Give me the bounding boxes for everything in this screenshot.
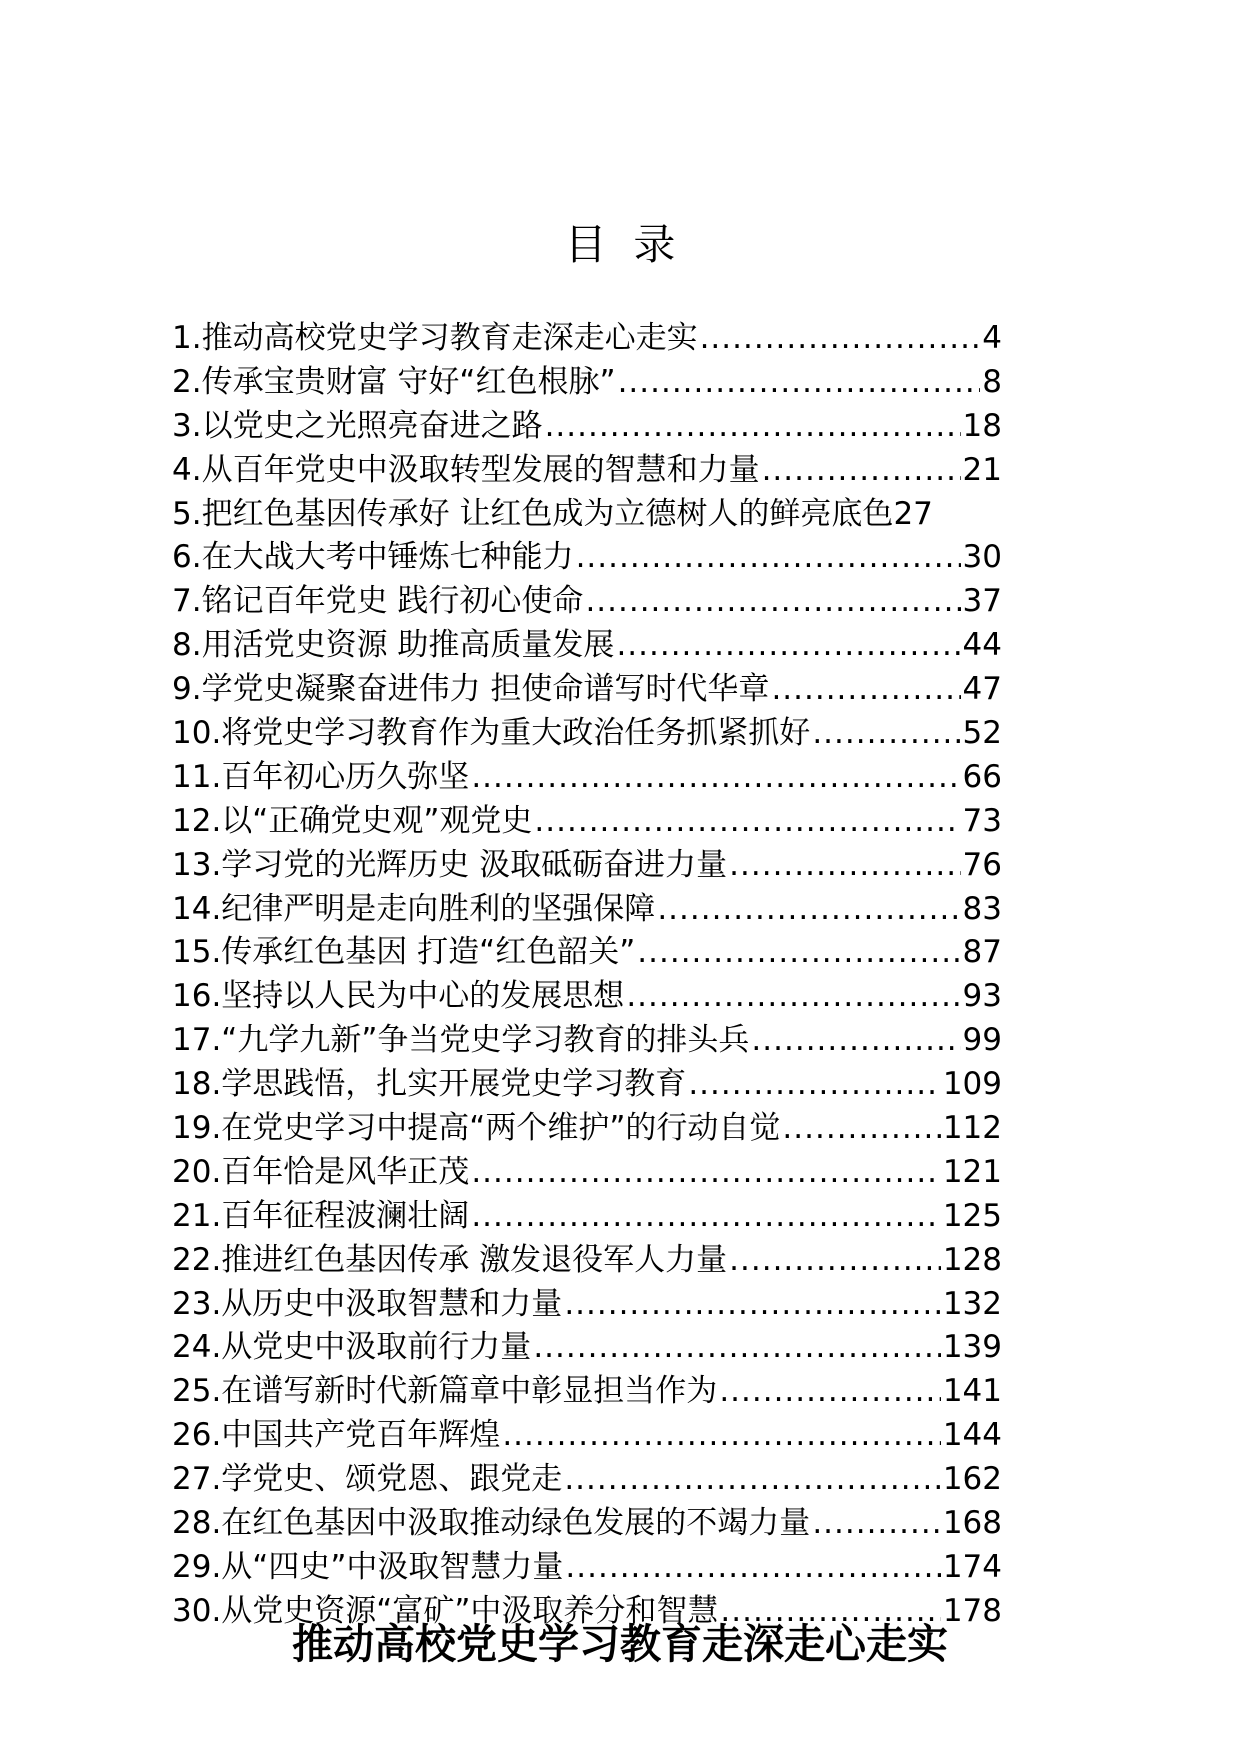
toc-page-number: 83: [962, 890, 1002, 927]
toc-entry[interactable]: [172, 975, 1002, 1019]
toc-entry[interactable]: [172, 1239, 1002, 1283]
toc-dot-leader: [729, 1239, 941, 1283]
toc-dot-leader: [688, 1063, 941, 1107]
toc-dot-leader: [719, 1370, 941, 1414]
toc-entry[interactable]: [172, 1107, 1002, 1151]
toc-entry-title: 17.“九学九新”争当党史学习教育的排头兵: [172, 1022, 750, 1059]
toc-entry-title: 28.在红色基因中汲取推动绿色发展的不竭力量: [172, 1505, 811, 1542]
toc-dot-leader: [564, 1458, 941, 1502]
toc-page-number: 109: [942, 1066, 1002, 1103]
toc-entry[interactable]: [172, 449, 1002, 493]
toc-dot-leader: [471, 1195, 941, 1239]
toc-dot-leader: [782, 1107, 940, 1151]
toc-entry-title: 27.学党史、颂党恩、跟党走: [172, 1461, 563, 1498]
toc-page-number: 112: [942, 1110, 1002, 1147]
toc-page-number: 47: [962, 671, 1002, 708]
table-of-contents: [172, 317, 1002, 1634]
toc-entry-title: 12.以“正确党史观”观党史: [172, 802, 533, 839]
toc-page-number: 93: [962, 978, 1002, 1015]
toc-dot-leader: [534, 800, 960, 844]
toc-dot-leader: [626, 975, 960, 1019]
toc-entry[interactable]: [172, 1195, 1002, 1239]
toc-entry-title: 1.推动高校党史学习教育走深走心走实: [172, 320, 698, 356]
toc-entry-title: 7.铭记百年党史 践行初心使命: [172, 583, 584, 620]
toc-entry-title: 14.纪律严明是走向胜利的坚强保障: [172, 890, 656, 927]
toc-dot-leader: [545, 405, 961, 449]
toc-dot-leader: [729, 844, 960, 888]
toc-entry-title: 10.将党史学习教育作为重大政治任务抓紧抓好: [172, 715, 811, 752]
toc-dot-leader: [533, 1326, 941, 1370]
toc-entry[interactable]: [172, 1414, 1002, 1458]
toc-entry-title: 2.传承宝贵财富 守好“红色根脉”: [172, 363, 616, 400]
toc-entry-title: 19.在党史学习中提高“两个维护”的行动自觉: [172, 1110, 781, 1147]
toc-entry-title: 18.学思践悟，扎实开展党史学习教育: [172, 1066, 687, 1103]
toc-dot-leader: [565, 1546, 940, 1590]
toc-dot-leader: [637, 931, 960, 975]
toc-entry-title: 24.从党史中汲取前行力量: [172, 1329, 532, 1366]
toc-page-number: 178: [942, 1592, 1002, 1629]
toc-entry-title: 15.传承红色基因 打造“红色韶关”: [172, 934, 636, 971]
toc-page-number: 87: [962, 934, 1002, 971]
toc-entry[interactable]: [172, 1326, 1002, 1370]
section-heading: 推动高校党史学习教育走深走心走实: [292, 1620, 948, 1668]
toc-page-number: 27: [893, 495, 933, 532]
toc-page-number: 30: [962, 539, 1002, 576]
toc-page-number: 141: [942, 1373, 1002, 1410]
toc-entry[interactable]: [172, 493, 1002, 537]
toc-entry[interactable]: [172, 668, 1002, 712]
toc-entry-title: 16.坚持以人民为中心的发展思想: [172, 978, 625, 1015]
toc-dot-leader: [700, 317, 981, 361]
toc-entry[interactable]: [172, 800, 1002, 844]
toc-entry[interactable]: [172, 405, 1002, 449]
toc-page-number: 132: [942, 1285, 1002, 1322]
toc-entry-title: 4.从百年党史中汲取转型发展的智慧和力量: [172, 451, 760, 488]
toc-dot-leader: [762, 449, 961, 493]
toc-page-number: 73: [962, 802, 1002, 839]
toc-dot-leader: [812, 712, 960, 756]
toc-dot-leader: [616, 624, 960, 668]
toc-entry[interactable]: [172, 580, 1002, 624]
toc-entry-title: 26.中国共产党百年辉煌: [172, 1417, 501, 1454]
toc-entry-title: 29.从“四史”中汲取智慧力量: [172, 1548, 564, 1585]
toc-page-number: 18: [962, 407, 1002, 444]
toc-dot-leader: [471, 1151, 941, 1195]
toc-dot-leader: [502, 1414, 941, 1458]
toc-page-number: 66: [962, 758, 1002, 795]
toc-page-number: 139: [942, 1329, 1002, 1366]
toc-dot-leader: [771, 668, 960, 712]
toc-entry-title: 22.推进红色基因传承 激发退役军人力量: [172, 1241, 728, 1278]
toc-page-number: 4: [982, 320, 1002, 356]
toc-entry-title: 5.把红色基因传承好 让红色成为立德树人的鲜亮底色: [172, 495, 894, 532]
toc-dot-leader: [657, 888, 960, 932]
toc-entry-title: 9.学党史凝聚奋进伟力 担使命谱写时代华章: [172, 671, 770, 708]
toc-entry[interactable]: [172, 888, 1002, 932]
toc-page-number: 162: [942, 1461, 1002, 1498]
toc-dot-leader: [576, 536, 961, 580]
toc-dot-leader: [585, 580, 960, 624]
toc-entry-title: 21.百年征程波澜壮阔: [172, 1197, 470, 1234]
toc-dot-leader: [812, 1502, 941, 1546]
toc-entry[interactable]: [172, 536, 1002, 580]
toc-entry[interactable]: [172, 1063, 1002, 1107]
toc-page-number: 8: [982, 363, 1002, 400]
toc-entry[interactable]: [172, 1283, 1002, 1327]
toc-entry[interactable]: [172, 1546, 1002, 1590]
toc-page-number: 121: [942, 1153, 1002, 1190]
toc-entry[interactable]: [172, 712, 1002, 756]
toc-entry-title: 11.百年初心历久弥坚: [172, 758, 470, 795]
toc-entry[interactable]: [172, 844, 1002, 888]
toc-dot-leader: [471, 756, 960, 800]
toc-entry-title: 23.从历史中汲取智慧和力量: [172, 1285, 563, 1322]
toc-entry[interactable]: [172, 931, 1002, 975]
toc-entry-title: 20.百年恰是风华正茂: [172, 1153, 470, 1190]
toc-entry-title: 3.以党史之光照亮奋进之路: [172, 407, 543, 444]
toc-entry[interactable]: [172, 361, 1002, 405]
toc-dot-leader: [564, 1283, 941, 1327]
toc-entry-title: 6.在大战大考中锤炼七种能力: [172, 539, 574, 576]
toc-entry[interactable]: [172, 1019, 1002, 1063]
toc-page-number: 144: [942, 1417, 1002, 1454]
toc-page-number: 99: [962, 1022, 1002, 1059]
toc-page-number: 52: [962, 715, 1002, 752]
toc-dot-leader: [618, 361, 981, 405]
toc-entry-title: 8.用活党史资源 助推高质量发展: [172, 627, 615, 664]
toc-entry[interactable]: [172, 1370, 1002, 1414]
toc-entry-title: 13.学习党的光辉历史 汲取砥砺奋进力量: [172, 846, 728, 883]
toc-dot-leader: [751, 1019, 960, 1063]
toc-entry[interactable]: [172, 624, 1002, 668]
toc-page-number: 174: [942, 1548, 1002, 1585]
toc-page-number: 128: [942, 1241, 1002, 1278]
toc-page-number: 125: [942, 1197, 1002, 1234]
toc-entry[interactable]: [172, 317, 1002, 361]
toc-entry[interactable]: [172, 1151, 1002, 1195]
toc-page-number: 44: [962, 627, 1002, 664]
toc-entry[interactable]: [172, 756, 1002, 800]
toc-entry[interactable]: [172, 1502, 1002, 1546]
toc-entry[interactable]: [172, 1458, 1002, 1502]
toc-page-number: 21: [962, 451, 1002, 488]
toc-title: 目 录: [564, 220, 676, 269]
toc-entry-title: 25.在谱写新时代新篇章中彰显担当作为: [172, 1373, 718, 1410]
toc-page-number: 168: [942, 1505, 1002, 1542]
toc-page-number: 37: [962, 583, 1002, 620]
toc-entry-title: 30.从党史资源“富矿”中汲取养分和智慧: [172, 1592, 719, 1629]
toc-page-number: 76: [962, 846, 1002, 883]
